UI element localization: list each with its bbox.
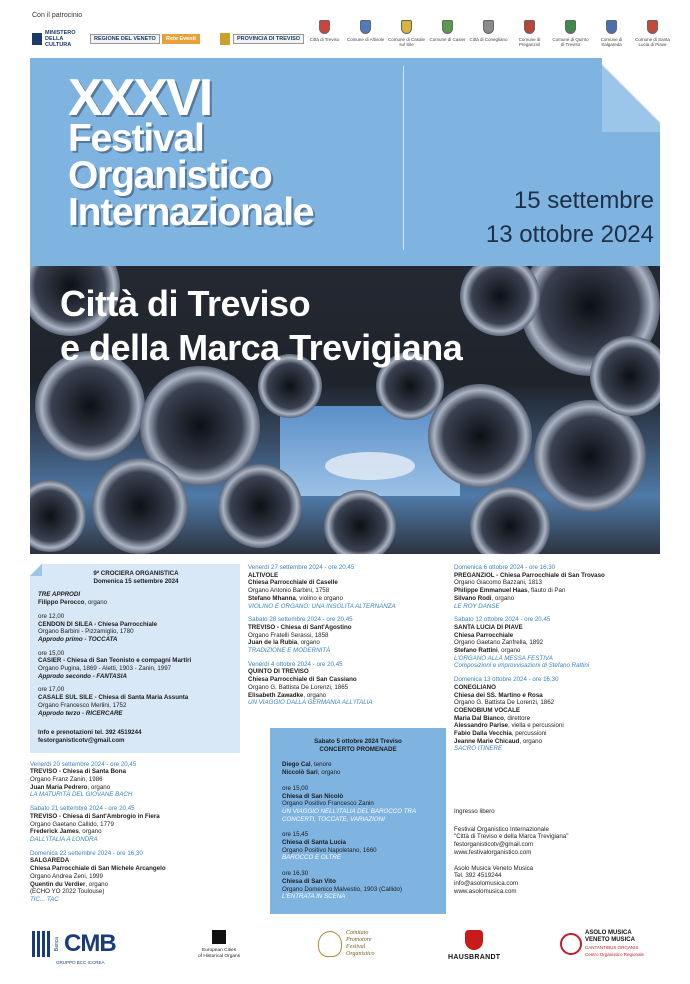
hausbrandt-emblem-icon: [465, 930, 483, 950]
region-logo: REGIONE DEL VENETO: [90, 32, 160, 46]
concert-entry: Sabato 28 settembre 2024 - ore 20,45 TREVISO - Chiesa di Sant'Agostino Organo Fratelli Serassi, 1858 Juan de la Rubia, organo TRADIZIONE E MODERNITÀ: [248, 616, 353, 655]
patronage-label: Con il patrocinio: [32, 12, 83, 19]
website-link[interactable]: www.asolomusica.com: [454, 887, 517, 895]
festival-title: Festival Organistico Internazionale: [68, 117, 314, 234]
concert-entry: Sabato 12 ottobre 2024 - ore 20,45 SANTA LUCIA DI PIAVE Chiesa Parrocchiale Organo Gaetano Zanfrella, 1892 Stefano Rattini, organo L'ORGANO ALLA MESSA FESTIVA Composizioni e improvvisazioni di Stefano Rattini: [454, 616, 590, 670]
coat-of-arms-icon: [647, 20, 658, 34]
concert-entry: Venerdì 20 settembre 2024 - ore 20,45 TREVISO - Chiesa di Santa Bona Organo Franz Zanin, 1986 Juan Maria Pedrero, organo LA MATURITÀ DEL GIOVANE BACH: [30, 760, 137, 799]
program-section: [30, 564, 660, 914]
cruise-stop: ore 12,00 CENDON DI SILEA - Chiesa Parrocchiale Organo Barbini - Pizzamiglio, 1780 Approdo primo - TOCCATA: [38, 612, 158, 643]
promenade-stop: ore 15,45 Chiesa di Santa Lucia Organo Positivo Napoletano, 1660 BAROCCO E OLTRE: [282, 831, 377, 862]
concert-entry: Sabato 21 settembre 2024 - ore 20,45 TREVISO - Chiesa di Sant'Ambrogio in Fiera Organo Gaetano Callido, 1779 Frederick James, organo DALL'ITALIA A LONDRA: [30, 805, 160, 843]
email-link[interactable]: info@asolomusica.com: [454, 879, 519, 887]
echo-logo: European Cities of Historical Organs: [198, 930, 240, 959]
concert-entry: Domenica 6 ottobre 2024 - ore 16,30 PREGANZIOL - Chiesa Parrocchiale di San Trovaso Organo Giacomo Bazzani, 1813 Philippe Emmanuel Haas, flauto di Pan Silvano Rodi, organo LE ROY DANSE: [454, 564, 605, 610]
coat-casale: Comune di Casale sul Sile: [386, 20, 427, 47]
province-emblem-icon: [220, 33, 230, 45]
coat-of-arms-icon: [524, 20, 535, 34]
coat-of-arms-icon: [401, 20, 412, 34]
concert-entry: Venerdì 4 ottobre 2024 - ore 20,45 QUINTO DI TREVISO Chiesa Parrocchiale di San Cassiano Organo G. Battista De Lorenzi, 1865 Elisabeth Zawadke, organo UN VIAGGIO DALLA GERMANIA ALL'ITALIA: [248, 660, 373, 707]
promenade-concert-box: Sabato 5 ottobre 2024 Treviso CONCERTO PROMENADE Diego Cal, tenore Niccolò Sari, organo ore 15,00 Chiesa di San Nicolò Organo Positivo Francesco Zanin UN VIAGGIO NELL'ITALIA DEL BAROCCO TRA CONCERTI, TOCCATE, VARIAZIONI ore 15,45 Chiesa di Santa Lucia Organo Positivo Napoletano, 1660 BAROCCO E OLTRE ore 16,30 Chiesa di San Vito Organo Domenico Malvestio, 1903 (Callido) L'ENTRATA IN SCENA: [270, 728, 446, 914]
coat-conegliano: Città di Conegliano: [468, 20, 509, 47]
ministry-emblem-icon: [32, 33, 42, 45]
concert-entry: Domenica 22 settembre 2024 - ore 16,30 SALGAREDA Chiesa Parrocchiale di San Michele Arcangelo Organo Andrea Zeni, 1999 Quentin du Verdier, organo (ECHO YO 2022 Toulouse) TIC... TAC: [30, 849, 166, 903]
coat-salgareda: Comune di Salgareda: [591, 20, 632, 47]
municipality-coats: [304, 20, 673, 47]
organ-cruise-box: 9ª CROCIERA ORGANISTICA Domenica 15 settembre 2024 TRE APPRODI Filippo Perocco, organo ore 12,00 CENDON DI SILEA - Chiesa Parrocchiale Organo Barbini - Pizzamiglio, 1780 Approdo primo - TOCCATA ore 15,00 CASIER - Chiesa di San Teonisto e compagni Martiri Organo Pugina, 1869 - Aletti, 1903 - Zanin, 1997 Approdo secondo - FANTASIA ore 17,00 CASALE SUL SILE - Chiesa di Santa Maria Assunta Organo Francesco Merlini, 1752 Approdo terzo - RICERCARE Info e prenotazioni tel. 392 4519244 festorganisticotv@gmail.com: [30, 564, 240, 753]
header-divider: [403, 66, 404, 250]
sponsor-strip: [30, 924, 660, 974]
edition-number: XXXVI: [68, 69, 212, 127]
cmb-bank-logo: Banca CMB GRUPPO BCC ICCREA: [32, 930, 116, 958]
coat-treviso: Città di Treviso: [304, 20, 345, 47]
cruise-info-phone: Info e prenotazioni tel. 392 4519244: [38, 729, 142, 737]
program-column-3: [454, 564, 660, 759]
cruise-stop: ore 15,00 CASIER - Chiesa di San Teonisto e compagni Martiri Organo Pugina, 1869 - Aletti, 1903 - Zanin, 1997 Approdo secondo - FANTASIA: [38, 649, 192, 680]
organ-pipes-photo: [30, 266, 660, 554]
program-column-2: [248, 564, 448, 713]
festival-header: [30, 58, 660, 266]
coat-preganziol: Comune di Preganziol: [509, 20, 550, 47]
contact-info: Ingresso libero Festival Organistico Internazionale "Città di Treviso e della Marca Trevigiana" festorganisticotv@gmail.com www.festivalorganistico.com Asolo Musica Veneto Musica Tel. 392 4519244 info@asolomusica.com www.asolomusica.com: [454, 808, 660, 895]
coat-of-arms-icon: [442, 20, 453, 34]
hausbrandt-logo: HAUSBRANDT: [448, 930, 500, 961]
city-subtitle: Città di Treviso e della Marca Trevigiana: [60, 283, 463, 368]
coat-of-arms-icon: [483, 20, 494, 34]
website-link[interactable]: www.festivalorganistico.com: [454, 848, 532, 856]
coat-casier: Comune di Casier: [427, 20, 468, 47]
coat-santa-lucia: Comune di Santa Lucia di Piave: [632, 20, 673, 47]
cmb-stripes-icon: [32, 931, 52, 957]
concert-entry: Venerdì 27 settembre 2024 - ore 20,45 ALTIVOLE Chiesa Parrocchiale di Caselle Organo Antonio Barbini, 1758 Stefano Mhanna, violino e organo VIOLINO E ORGANO: UNA INSOLITA ALTERNANZA: [248, 564, 396, 610]
page-curl-decoration: [30, 564, 42, 576]
email-link[interactable]: festorganisticotv@gmail.com: [454, 841, 534, 849]
coat-altivole: Comune di Altivole: [345, 20, 386, 47]
coat-of-arms-icon: [606, 20, 617, 34]
cruise-stop: ore 17,00 CASALE SUL SILE - Chiesa di Santa Maria Assunta Organo Francesco Merlini, 1752 Approdo terzo - RICERCARE: [38, 686, 189, 717]
committee-emblem-icon: [318, 931, 342, 957]
province-logo: PROVINCIA DI TREVISO: [220, 32, 304, 46]
coat-of-arms-icon: [319, 20, 330, 34]
patronage-strip: [32, 12, 670, 58]
festival-committee-logo: Comitato Promotore Festival Organistico: [318, 930, 374, 958]
ministry-logo: MINISTERO DELLA CULTURA: [32, 32, 87, 46]
echo-square-icon: [212, 930, 226, 944]
coat-of-arms-icon: [565, 20, 576, 34]
coat-of-arms-icon: [360, 20, 371, 34]
asolo-musica-logo: ASOLO MUSICA VENETO MUSICA CANTANTIBUS ORGANIS Centro Organistico Regionale: [560, 930, 644, 958]
coat-quinto: Comune di Quinto di Treviso: [550, 20, 591, 47]
page-curl-decoration: [602, 58, 660, 132]
festival-dates: 15 settembre 13 ottobre 2024: [485, 187, 654, 248]
concert-entry: Domenica 13 ottobre 2024 - ore 16,30 CONEGLIANO Chiesa dei SS. Martino e Rosa Organo G. Battista De Lorenzi, 1862 COENOBIUM VOCALE Maria Dal Bianco, direttore Alessandro Parise, viella e percussioni Fabio Dalla Vecchia, percussioni Jeanne Marie Chicaud, organo SACRO ITINERE: [454, 676, 564, 753]
promenade-stop: ore 16,30 Chiesa di San Vito Organo Domenico Malvestio, 1903 (Callido) L'ENTRATA IN SCENA: [282, 870, 403, 901]
asolo-emblem-icon: [560, 933, 582, 955]
rete-eventi-logo: Rete Eventi: [162, 32, 200, 46]
cruise-info-email: festorganisticotv@gmail.com: [38, 736, 125, 744]
promenade-stop: ore 15,00 Chiesa di San Nicolò Organo Positivo Francesco Zanin UN VIAGGIO NELL'ITALIA DEL BAROCCO TRA CONCERTI, TOCCATE, VARIAZIONI: [282, 784, 416, 823]
program-column-1: [30, 564, 240, 910]
